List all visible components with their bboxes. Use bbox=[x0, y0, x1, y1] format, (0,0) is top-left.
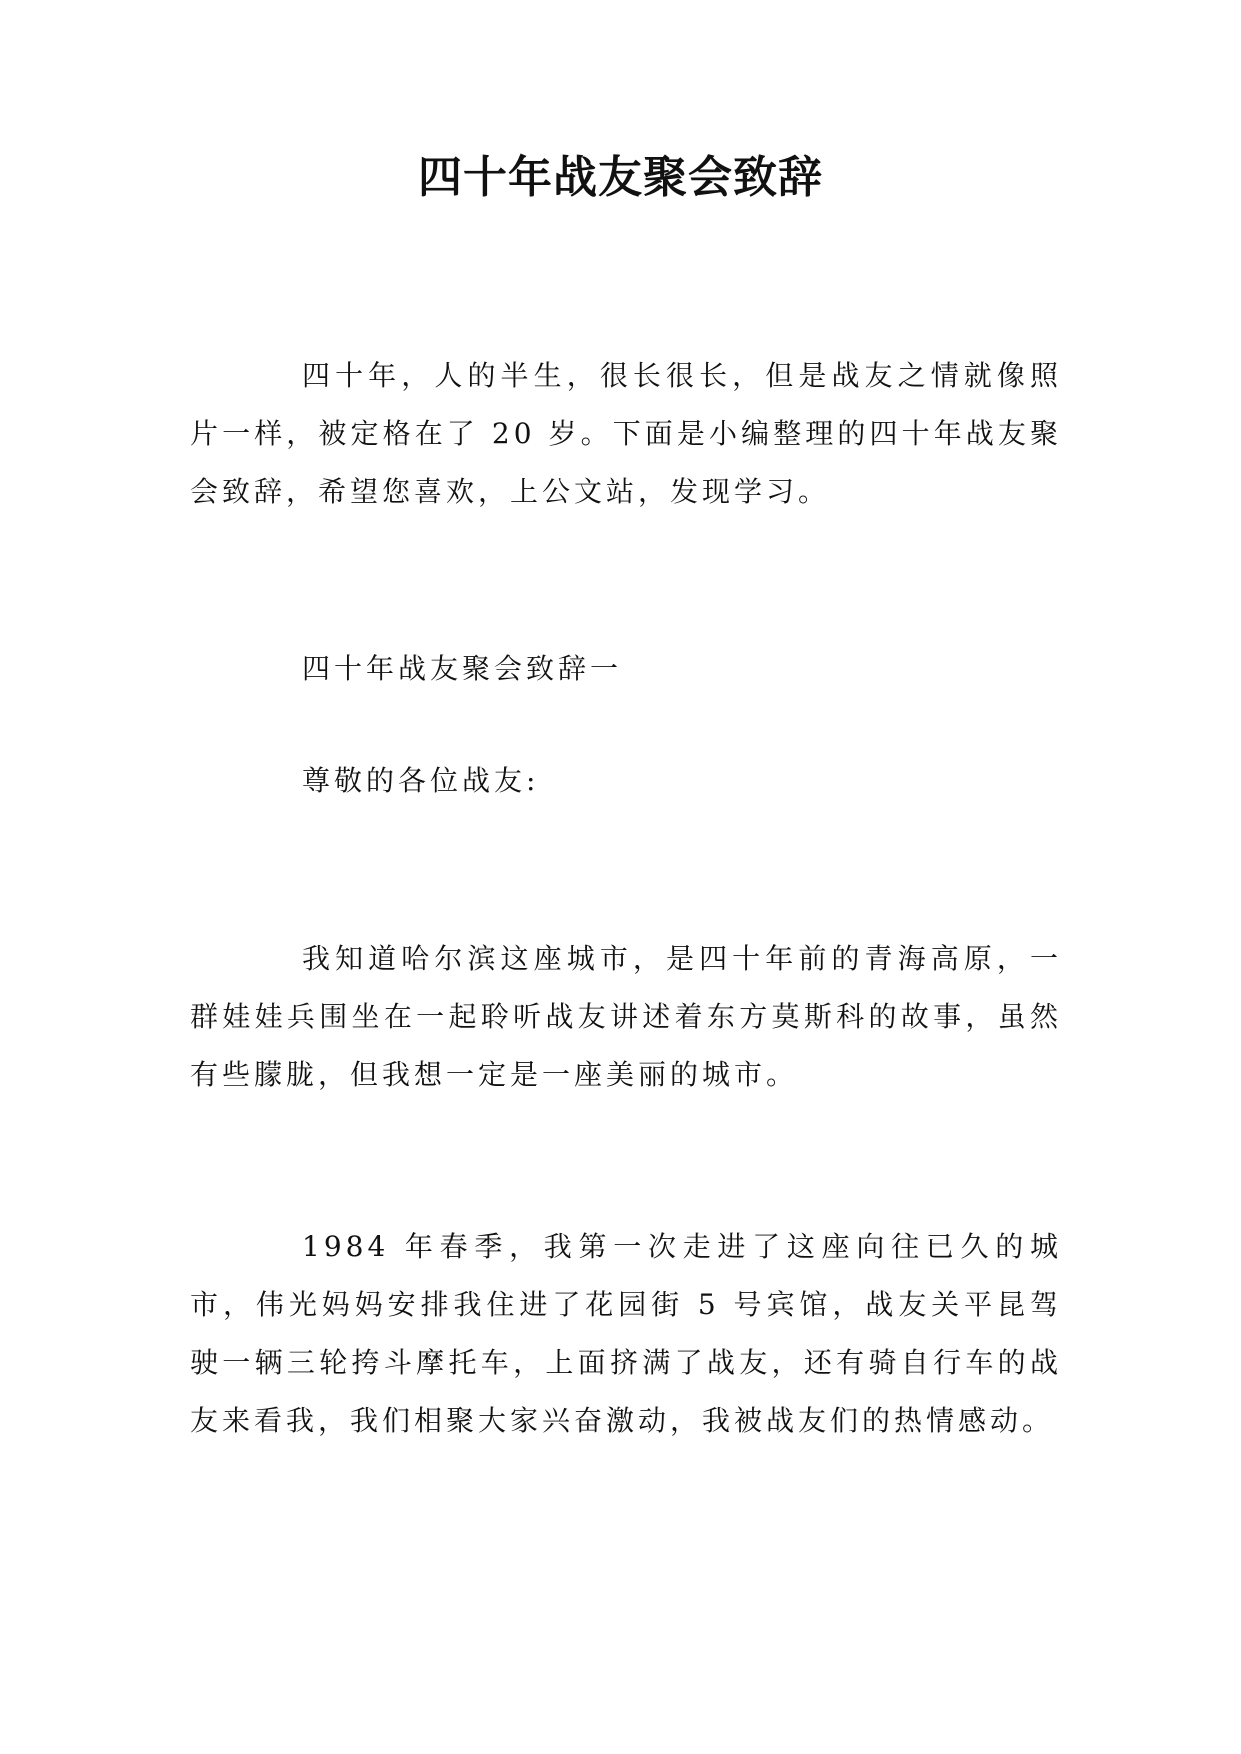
intro-paragraph: 四十年，人的半生，很长很长，但是战友之情就像照片一样，被定格在了 20 岁。下面是小编整理的四十年战友聚会致辞，希望您喜欢，上公文站，发现学习。 bbox=[190, 359, 1062, 508]
document-title: 四十年战友聚会致辞 bbox=[418, 152, 823, 203]
salutation: 尊敬的各位战友: bbox=[302, 764, 540, 797]
body-paragraph-2: 1984 年春季，我第一次走进了这座向往已久的城市，伟光妈妈安排我住进了花园街 5 号宾馆，战友关平昆驾驶一辆三轮挎斗摩托车，上面挤满了战友，还有骑自行车的战友来看我，我们相聚大家兴奋激动，我被战友们的热情感动。 bbox=[190, 1230, 1062, 1437]
body-paragraph-1: 我知道哈尔滨这座城市，是四十年前的青海高原，一群娃娃兵围坐在一起聆听战友讲述着东方莫斯科的故事，虽然有些朦胧，但我想一定是一座美丽的城市。 bbox=[190, 942, 1062, 1091]
section-heading: 四十年战友聚会致辞一 bbox=[302, 652, 623, 685]
